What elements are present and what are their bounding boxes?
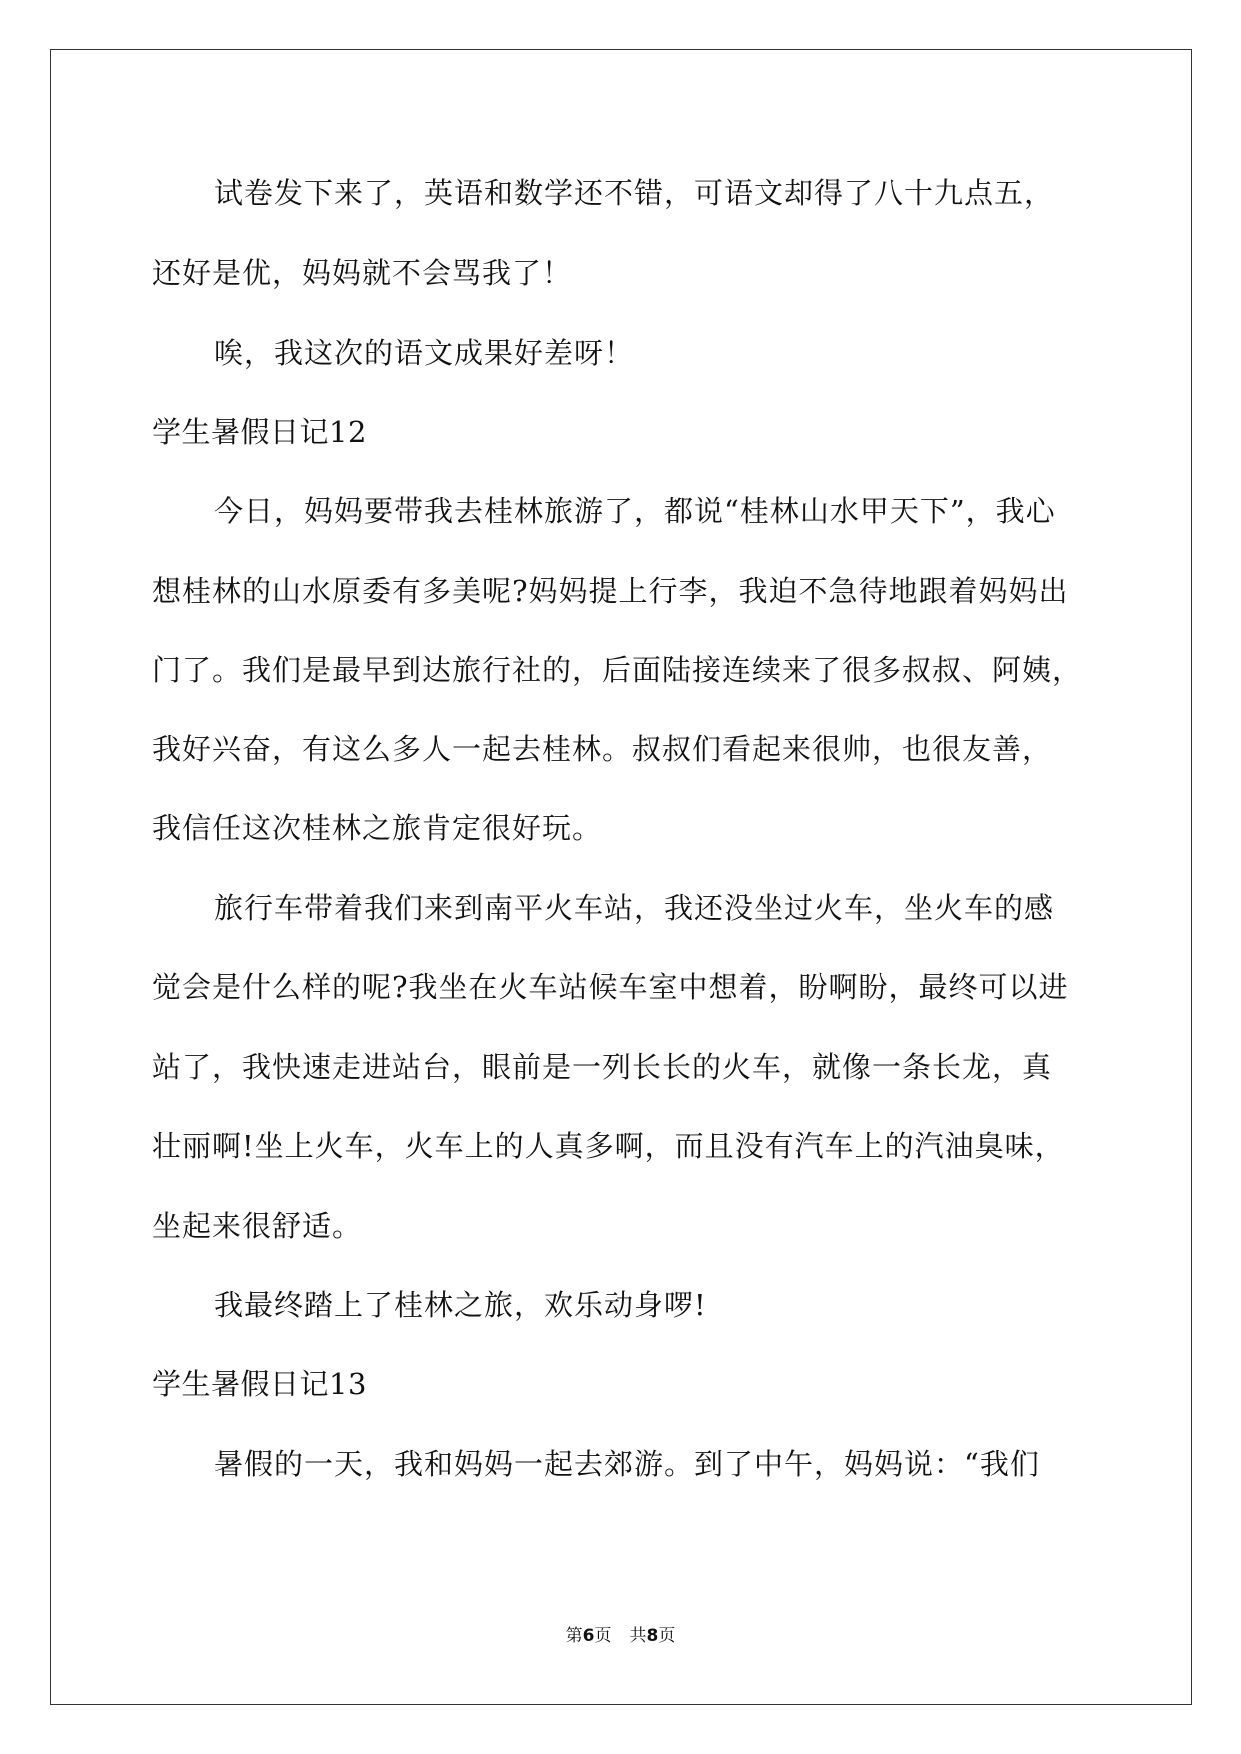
- text-line: 站了，我快速走进站台，眼前是一列长长的火车，就像一条长龙，真: [152, 1050, 1053, 1084]
- text-line: 门了。我们是最早到达旅行社的，后面陆接连续来了很多叔叔、阿姨，: [152, 653, 1083, 687]
- text-line: 我最终踏上了桂林之旅，欢乐动身啰!: [214, 1288, 707, 1322]
- text-line: 壮丽啊!坐上火车，火车上的人真多啊，而且没有汽车上的汽油臭味，: [152, 1129, 1065, 1163]
- text-line: 试卷发下来了，英语和数学还不错，可语文却得了八十九点五，: [214, 176, 1055, 210]
- text-line: 还好是优，妈妈就不会骂我了！: [152, 256, 573, 290]
- section-heading: 学生暑假日记12: [152, 415, 367, 449]
- text-line: 唉，我这次的语文成果好差呀！: [214, 336, 635, 370]
- page-number: 6: [582, 1626, 595, 1646]
- page-suffix: 页: [594, 1626, 612, 1646]
- text-line: 觉会是什么样的呢?我坐在火车站候车室中想着，盼啊盼，最终可以进: [152, 970, 1069, 1004]
- page-total: 8: [646, 1626, 659, 1646]
- page-footer: [0, 1625, 1241, 1647]
- page-prefix: 第: [565, 1626, 583, 1646]
- text-line: 今日，妈妈要带我去桂林旅游了，都说“桂林山水甲天下”，我心: [214, 494, 1056, 528]
- text-line: 想桂林的山水原委有多美呢?妈妈提上行李，我迫不急待地跟着妈妈出: [152, 574, 1069, 608]
- text-line: 坐起来很舒适。: [152, 1209, 363, 1243]
- text-line: 暑假的一天，我和妈妈一起去郊游。到了中午，妈妈说：“我们: [214, 1447, 1040, 1481]
- section-heading: 学生暑假日记13: [152, 1367, 367, 1401]
- total-suffix: 页: [658, 1626, 676, 1646]
- text-line: 我信任这次桂林之旅肯定很好玩。: [152, 811, 603, 845]
- text-line: 旅行车带着我们来到南平火车站，我还没坐过火车，坐火车的感: [214, 891, 1055, 925]
- text-line: 我好兴奋，有这么多人一起去桂林。叔叔们看起来很帅，也很友善，: [152, 732, 1053, 766]
- total-prefix: 共: [629, 1626, 647, 1646]
